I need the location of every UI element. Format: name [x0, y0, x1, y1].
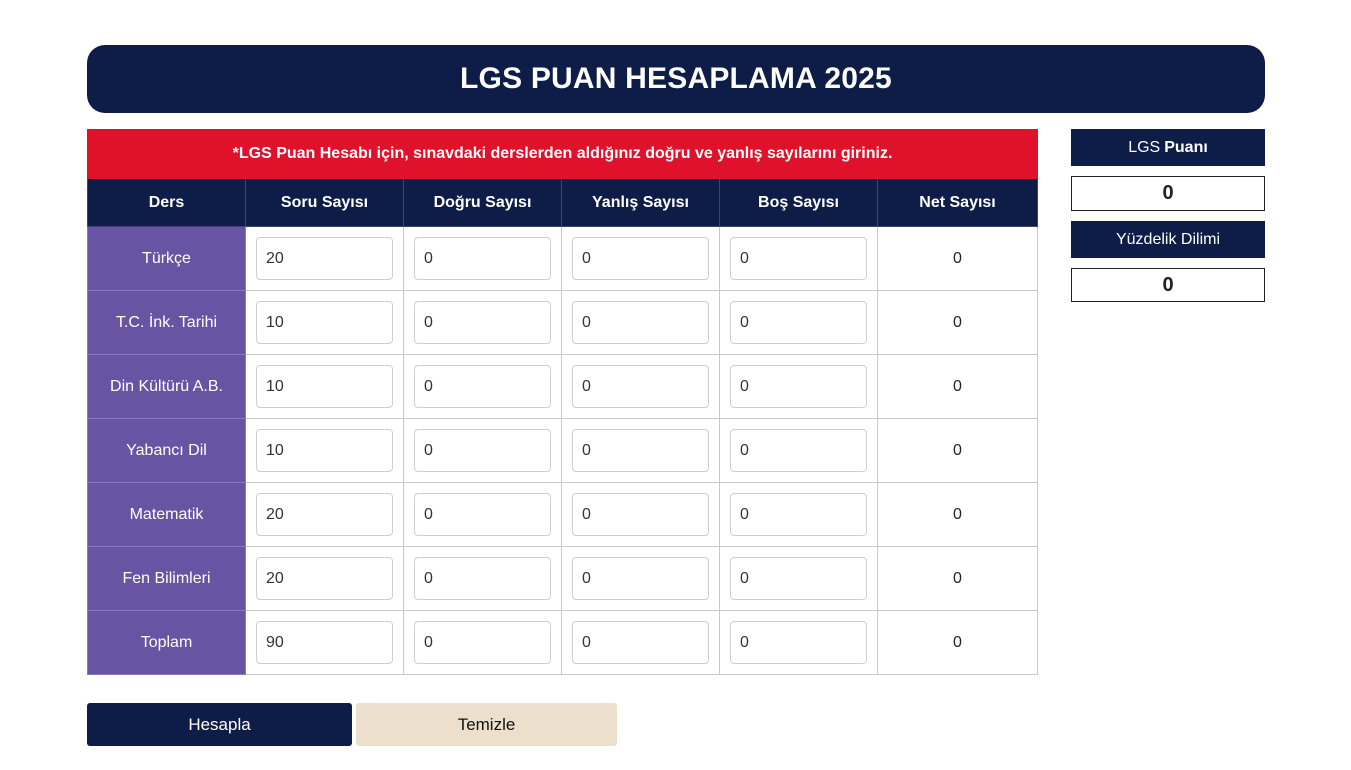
question-count-input[interactable]	[256, 301, 393, 344]
empty-count-input[interactable]	[730, 621, 867, 664]
score-label-prefix: LGS	[1128, 138, 1161, 156]
table-row	[88, 291, 1038, 355]
empty-count-input[interactable]	[730, 237, 867, 280]
correct-count-input[interactable]	[414, 493, 551, 536]
clear-button[interactable]: Temizle	[356, 703, 617, 746]
lesson-name: Toplam	[88, 611, 246, 675]
header-lesson: Ders	[88, 179, 246, 227]
wrong-count-input[interactable]	[572, 493, 709, 536]
score-table	[87, 129, 1038, 675]
correct-count-input[interactable]	[414, 429, 551, 472]
question-count-input[interactable]	[256, 557, 393, 600]
wrong-count-input[interactable]	[572, 237, 709, 280]
lesson-name: Fen Bilimleri	[88, 547, 246, 611]
table-row	[88, 483, 1038, 547]
correct-count-input[interactable]	[414, 237, 551, 280]
percentile-label-text: Yüzdelik Dilimi	[1115, 230, 1221, 248]
lesson-name: Yabancı Dil	[88, 419, 246, 483]
table-row	[88, 547, 1038, 611]
correct-count-input[interactable]	[414, 301, 551, 344]
header-empty-count: Boş Sayısı	[720, 179, 878, 227]
empty-count-input[interactable]	[730, 493, 867, 536]
table-row-total	[88, 611, 1038, 675]
percentile-label	[1071, 221, 1265, 258]
header-net-count: Net Sayısı	[878, 179, 1038, 227]
lesson-name: Matematik	[88, 483, 246, 547]
net-value: 0	[878, 419, 1038, 483]
empty-count-input[interactable]	[730, 429, 867, 472]
notice-text: *LGS Puan Hesabı için, sınavdaki derslerden aldığınız doğru ve yanlış sayılarını giriniz.	[88, 130, 1038, 179]
wrong-count-input[interactable]	[572, 621, 709, 664]
calculate-button[interactable]: Hesapla	[87, 703, 352, 746]
empty-count-input[interactable]	[730, 365, 867, 408]
header-correct-count: Doğru Sayısı	[404, 179, 562, 227]
table-row	[88, 227, 1038, 291]
net-value: 0	[878, 355, 1038, 419]
correct-count-input[interactable]	[414, 557, 551, 600]
net-value: 0	[878, 291, 1038, 355]
correct-count-input[interactable]	[414, 365, 551, 408]
net-value: 0	[878, 227, 1038, 291]
wrong-count-input[interactable]	[572, 557, 709, 600]
net-value: 0	[878, 483, 1038, 547]
lesson-name: Din Kültürü A.B.	[88, 355, 246, 419]
header-wrong-count: Yanlış Sayısı	[562, 179, 720, 227]
lesson-name: T.C. İnk. Tarihi	[88, 291, 246, 355]
correct-count-input[interactable]	[414, 621, 551, 664]
table-row	[88, 355, 1038, 419]
score-label	[1071, 129, 1265, 166]
lesson-name: Türkçe	[88, 227, 246, 291]
score-label-bold: Puanı	[1164, 138, 1208, 156]
net-value: 0	[878, 547, 1038, 611]
score-value: 0	[1071, 176, 1265, 211]
wrong-count-input[interactable]	[572, 429, 709, 472]
table-header-row	[88, 179, 1038, 227]
page-header	[87, 45, 1265, 113]
wrong-count-input[interactable]	[572, 301, 709, 344]
page-title: LGS PUAN HESAPLAMA 2025	[460, 62, 892, 95]
header-question-count: Soru Sayısı	[246, 179, 404, 227]
empty-count-input[interactable]	[730, 557, 867, 600]
question-count-input[interactable]	[256, 621, 393, 664]
question-count-input[interactable]	[256, 365, 393, 408]
wrong-count-input[interactable]	[572, 365, 709, 408]
question-count-input[interactable]	[256, 429, 393, 472]
percentile-value: 0	[1071, 268, 1265, 302]
net-value: 0	[878, 611, 1038, 675]
question-count-input[interactable]	[256, 237, 393, 280]
notice-row	[88, 130, 1038, 179]
question-count-input[interactable]	[256, 493, 393, 536]
empty-count-input[interactable]	[730, 301, 867, 344]
table-row	[88, 419, 1038, 483]
